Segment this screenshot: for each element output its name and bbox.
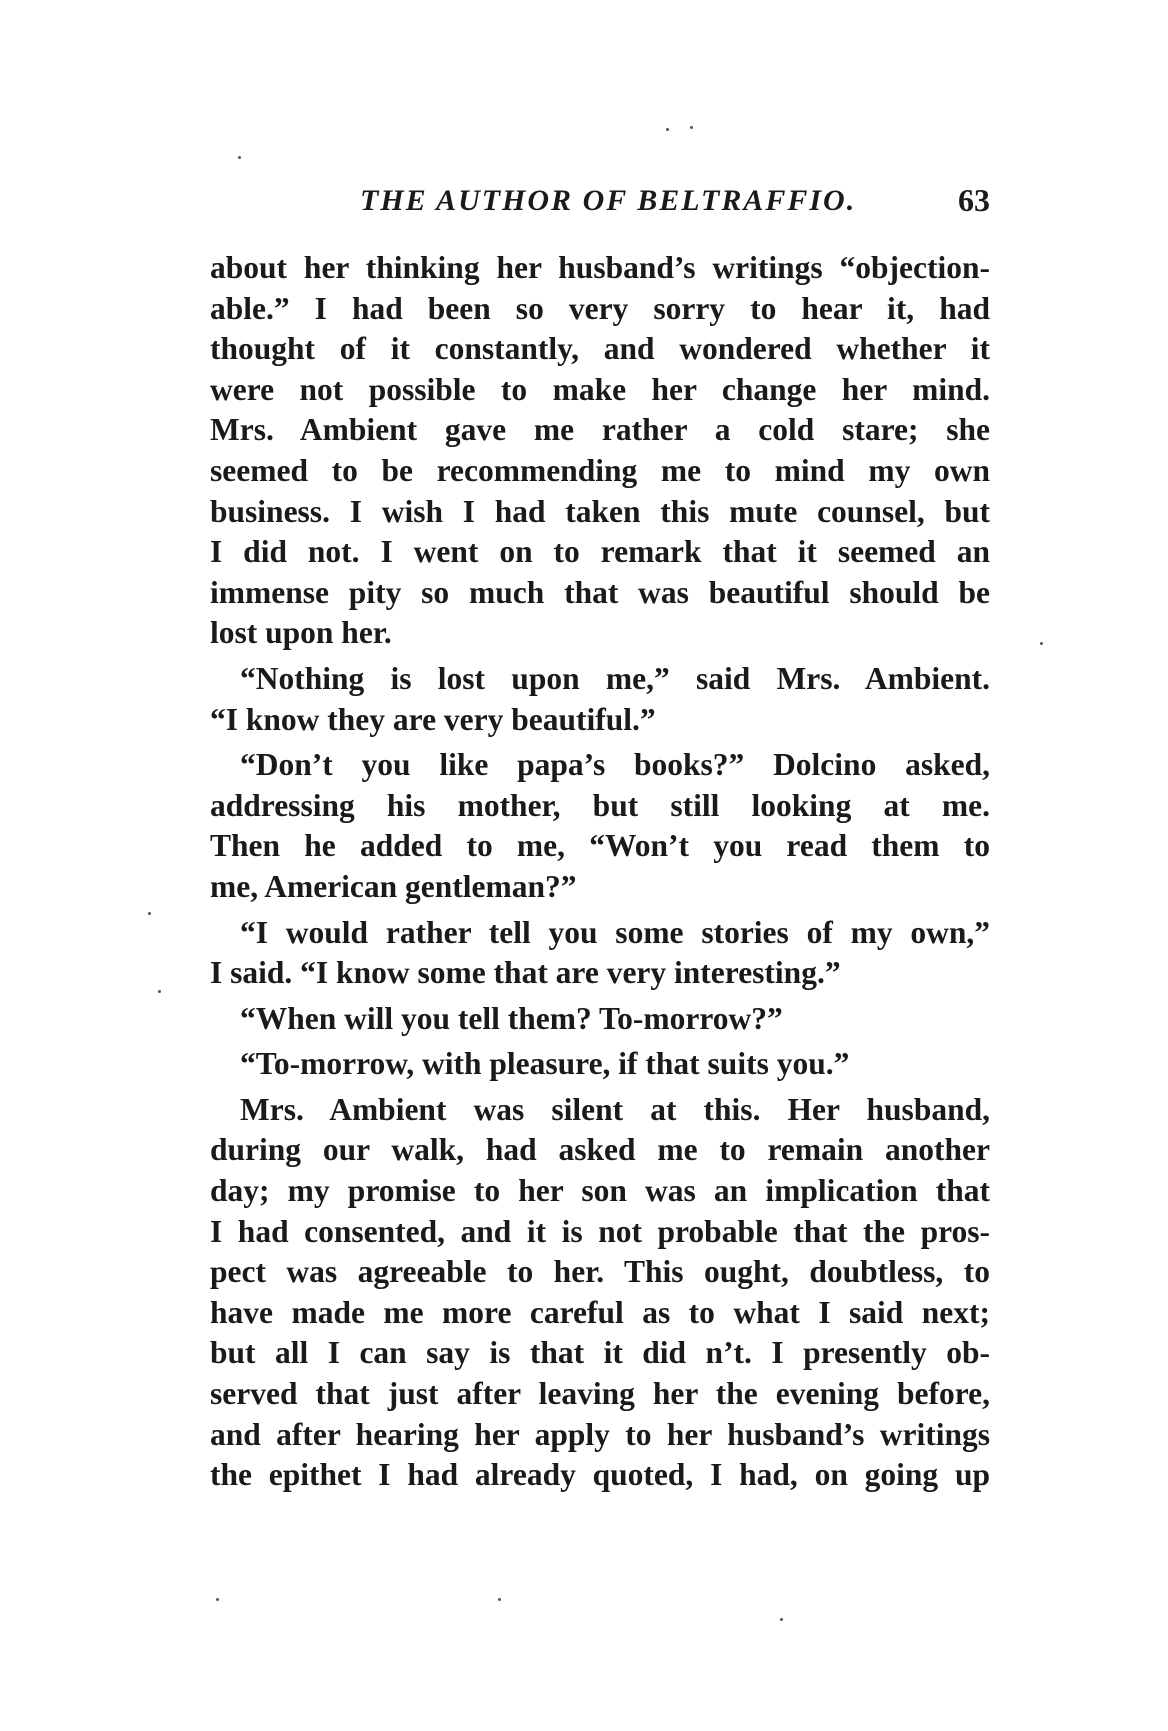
text-line: about her thinking her husband’s writings “objection- xyxy=(210,250,990,285)
body-text xyxy=(210,248,990,1496)
text-line: able.” I had been so very sorry to hear it, had xyxy=(210,290,990,326)
text-line: pect was agreeable to her. This ought, doubtless, to xyxy=(210,1254,990,1290)
text-line: seemed to be recommending me to mind my own xyxy=(210,452,990,488)
scan-speck xyxy=(1040,642,1043,645)
paragraph xyxy=(210,745,990,907)
text-line: business. I wish I had taken this mute counsel, but xyxy=(210,493,990,529)
scan-speck xyxy=(238,156,241,159)
text-line: “Nothing is lost upon me,” said Mrs. Ambient. xyxy=(240,660,990,696)
text-line: and after hearing her apply to her husband’s writings xyxy=(210,1416,990,1452)
text-line: during our walk, had asked me to remain another xyxy=(210,1132,990,1168)
scan-speck xyxy=(780,1618,783,1621)
scan-speck xyxy=(498,1598,501,1601)
page-number: 63 xyxy=(958,182,990,218)
text-line: Mrs. Ambient gave me rather a cold stare; she xyxy=(210,412,990,448)
paragraph xyxy=(210,1044,990,1085)
paragraph xyxy=(210,248,990,654)
scan-speck xyxy=(216,1598,219,1601)
text-line: Mrs. Ambient was silent at this. Her husband, xyxy=(240,1091,990,1127)
text-line: “When will you tell them? To-morrow?” xyxy=(240,1000,783,1036)
text-line: Then he added to me, “Won’t you read them to xyxy=(210,828,990,864)
text-line: “To-morrow, with pleasure, if that suits you.” xyxy=(240,1046,850,1082)
scan-speck xyxy=(690,126,693,129)
text-line: lost upon her. xyxy=(210,615,392,651)
text-line: day; my promise to her son was an implication that xyxy=(210,1173,990,1209)
text-line: immense pity so much that was beautiful should be xyxy=(210,574,990,610)
scan-speck xyxy=(158,990,161,993)
running-head xyxy=(210,184,990,234)
running-title: THE AUTHOR OF BELTRAFFIO. xyxy=(360,184,857,217)
text-line: I had consented, and it is not probable that the pros- xyxy=(210,1213,990,1249)
text-line: were not possible to make her change her mind. xyxy=(210,371,990,407)
text-line: served that just after leaving her the evening before, xyxy=(210,1376,990,1412)
paragraph xyxy=(210,659,990,740)
text-line: “I would rather tell you some stories of my own,” xyxy=(240,914,990,950)
text-line: I did not. I went on to remark that it seemed an xyxy=(210,534,990,570)
text-line: addressing his mother, but still looking at me. xyxy=(210,787,990,823)
text-line: “Don’t you like papa’s books?” Dolcino asked, xyxy=(240,747,990,783)
text-line: have made me more careful as to what I said next; xyxy=(210,1294,990,1330)
text-line: I said. “I know some that are very interesting.” xyxy=(210,955,841,991)
text-line: thought of it constantly, and wondered whether it xyxy=(210,331,990,367)
paragraph xyxy=(210,999,990,1040)
paragraph xyxy=(210,913,990,994)
text-line: me, American gentleman?” xyxy=(210,868,577,904)
paragraph xyxy=(210,1090,990,1496)
scan-speck xyxy=(148,912,151,915)
text-line: but all I can say is that it did n’t. I presently ob- xyxy=(210,1335,990,1371)
scan-speck xyxy=(666,128,669,131)
text-line: “I know they are very beautiful.” xyxy=(210,701,656,737)
text-line: the epithet I had already quoted, I had, on going up xyxy=(210,1457,990,1493)
